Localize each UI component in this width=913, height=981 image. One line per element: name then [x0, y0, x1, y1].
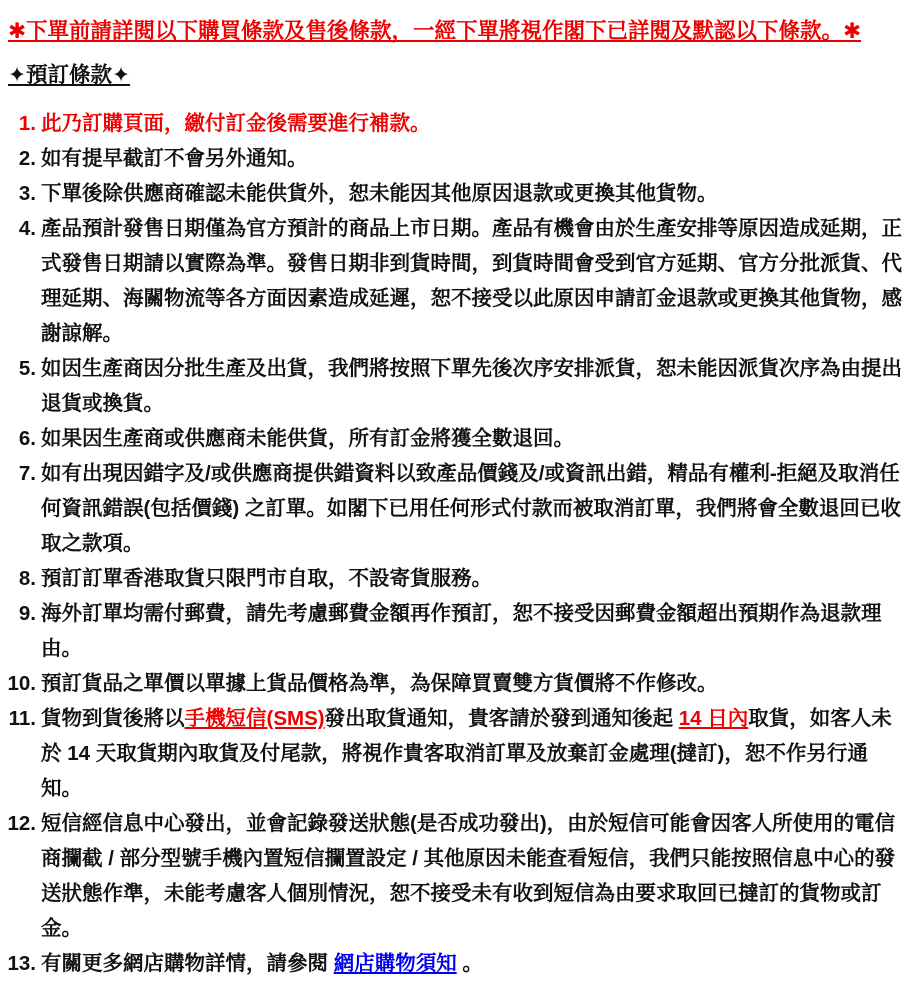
term-item-7 — [6, 456, 908, 561]
term-text — [41, 421, 908, 456]
term-number: 11. — [8, 707, 36, 730]
term-text — [41, 596, 908, 666]
term-item-11 — [6, 701, 908, 806]
term-text-segment: 。 — [456, 952, 483, 975]
term-text-segment: 預訂訂單香港取貨只限門市自取，不設寄貨服務。 — [41, 567, 492, 590]
preorder-terms-heading-text: ✦預訂條款✦ — [8, 63, 131, 87]
term-number: 1. — [18, 112, 36, 135]
sms-pickup-notice-highlight: 手機短信(SMS) — [184, 707, 325, 730]
term-text — [41, 141, 908, 176]
preorder-terms-heading — [8, 61, 908, 89]
term-number: 7. — [18, 462, 36, 485]
deposit-notice-text: 此乃訂購頁面，繳付訂金後需要進行補款。 — [41, 112, 431, 135]
term-number: 4. — [18, 217, 36, 240]
term-text — [41, 106, 908, 141]
term-number: 3. — [18, 182, 36, 205]
pickup-deadline-highlight: 14 日內 — [678, 707, 749, 730]
term-number: 6. — [18, 427, 36, 450]
term-number: 12. — [7, 812, 36, 835]
term-text-segment: 貨物到貨後將以 — [41, 707, 185, 730]
term-text — [41, 456, 908, 561]
term-text — [41, 806, 908, 946]
term-number: 9. — [18, 602, 36, 625]
term-text-segment: 下單後除供應商確認未能供貨外，恕未能因其他原因退款或更換其他貨物。 — [41, 182, 718, 205]
term-item-12 — [6, 806, 908, 946]
term-text — [41, 561, 908, 596]
store-shopping-guide-link[interactable]: 網店購物須知 — [333, 952, 457, 975]
term-number: 5. — [18, 357, 36, 380]
term-text — [41, 176, 908, 211]
term-text-segment: 取貨，如客人未於 14 天取貨期內取貨及付尾款，將視作貴客取消訂單及放棄訂金處理(撻訂)，恕不作另行通知。 — [41, 707, 892, 800]
term-number: 2. — [18, 147, 36, 170]
term-text-segment: 短信經信息中心發出，並會記錄發送狀態(是否成功發出)，由於短信可能會因客人所使用的電信商攔截 / 部分型號手機內置短信攔置設定 / 其他原因未能查看短信，我們只能按照信息中心的發送狀態作準，未能考慮客人個別情況，恕不接受未有收到短信為由要求取回已撻訂的貨物或訂金。 — [41, 812, 896, 940]
term-text-segment: 如有出現因錯字及/或供應商提供錯資料以致產品價錢及/或資訊出錯，精品有權利-拒絕及取消任何資訊錯誤(包括價錢) 之訂單。如閣下已用任何形式付款而被取消訂單，我們將會全數退回已收取之款項。 — [41, 462, 901, 555]
term-text-segment: 如果因生產商或供應商未能供貨，所有訂金將獲全數退回。 — [41, 427, 574, 450]
term-item-10 — [6, 666, 908, 701]
term-item-8 — [6, 561, 908, 596]
term-text-segment: 如因生產商因分批生產及出貨，我們將按照下單先後次序安排派貨，恕未能因派貨次序為由提出退貨或換貨。 — [41, 357, 902, 415]
term-text-segment: 產品預計發售日期僅為官方預計的商品上市日期。產品有機會由於生產安排等原因造成延期，正式發售日期請以實際為準。發售日期非到貨時間，到貨時間會受到官方延期、官方分批派貨、代理延期、海關物流等各方面因素造成延遲，恕不接受以此原因申請訂金退款或更換其他貨物，感謝諒解。 — [41, 217, 902, 345]
term-text — [41, 351, 908, 421]
term-text-segment: 有關更多網店購物詳情，請參閱 — [41, 952, 334, 975]
term-item-2 — [6, 141, 908, 176]
term-number: 13. — [7, 952, 36, 975]
term-text — [41, 211, 908, 351]
term-item-3 — [6, 176, 908, 211]
term-item-5 — [6, 351, 908, 421]
term-item-9 — [6, 596, 908, 666]
term-text-segment: 如有提早截訂不會另外通知。 — [41, 147, 308, 170]
term-text — [41, 701, 908, 806]
term-item-4 — [6, 211, 908, 351]
term-number: 10. — [7, 672, 36, 695]
term-item-13 — [6, 946, 908, 981]
term-item-1 — [6, 106, 908, 141]
term-text-segment: 海外訂單均需付郵費，請先考慮郵費金額再作預訂，恕不接受因郵費金額超出預期作為退款理由。 — [41, 602, 882, 660]
term-text — [41, 666, 908, 701]
term-item-6 — [6, 421, 908, 456]
term-number: 8. — [18, 567, 36, 590]
term-text-segment: 預訂貨品之單價以單據上貨品價格為準，為保障買賣雙方貨價將不作修改。 — [41, 672, 718, 695]
terms-list — [6, 106, 908, 981]
pre-order-warning-banner: ✱下單前請詳閱以下購買條款及售後條款，一經下單將視作閣下已詳閱及默認以下條款。✱ — [8, 19, 862, 43]
term-text-segment: 發出取貨通知，貴客請於發到通知後起 — [324, 707, 679, 730]
term-text — [41, 946, 908, 981]
